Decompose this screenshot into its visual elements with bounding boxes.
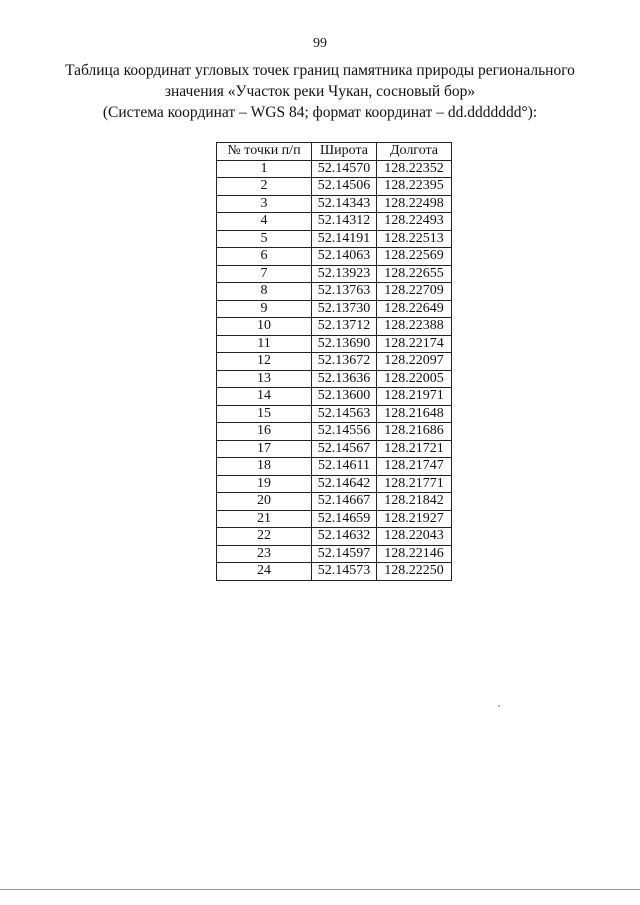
table-row	[217, 318, 452, 336]
title-line-1: Таблица координат угловых точек границ памятника природы регионального	[65, 62, 575, 79]
table-row	[217, 265, 452, 283]
cell-longitude: 128.21686	[377, 423, 452, 441]
cell-longitude: 128.22569	[377, 248, 452, 266]
cell-longitude: 128.21927	[377, 510, 452, 528]
table-row	[217, 335, 452, 353]
cell-longitude: 128.21771	[377, 475, 452, 493]
cell-point-number: 8	[217, 283, 312, 301]
title-line-2: значения «Участок реки Чукан, сосновый бор»	[164, 83, 476, 100]
cell-point-number: 4	[217, 213, 312, 231]
cell-longitude: 128.22174	[377, 335, 452, 353]
cell-point-number: 7	[217, 265, 312, 283]
cell-latitude: 52.14570	[312, 160, 377, 178]
cell-latitude: 52.14563	[312, 405, 377, 423]
cell-latitude: 52.14642	[312, 475, 377, 493]
cell-point-number: 12	[217, 353, 312, 371]
table-row	[217, 178, 452, 196]
cell-longitude: 128.22513	[377, 230, 452, 248]
table-row	[217, 440, 452, 458]
cell-latitude: 52.13712	[312, 318, 377, 336]
table-body	[217, 160, 452, 580]
table-row	[217, 475, 452, 493]
cell-latitude: 52.14343	[312, 195, 377, 213]
cell-point-number: 18	[217, 458, 312, 476]
cell-point-number: 21	[217, 510, 312, 528]
cell-latitude: 52.13636	[312, 370, 377, 388]
cell-point-number: 17	[217, 440, 312, 458]
cell-point-number: 6	[217, 248, 312, 266]
cell-latitude: 52.13672	[312, 353, 377, 371]
table-row	[217, 458, 452, 476]
cell-point-number: 15	[217, 405, 312, 423]
cell-point-number: 13	[217, 370, 312, 388]
header-point-number: № точки п/п	[217, 143, 312, 161]
table-row	[217, 160, 452, 178]
cell-latitude: 52.14063	[312, 248, 377, 266]
cell-point-number: 5	[217, 230, 312, 248]
cell-latitude: 52.14667	[312, 493, 377, 511]
cell-point-number: 11	[217, 335, 312, 353]
cell-longitude: 128.22498	[377, 195, 452, 213]
cell-point-number: 16	[217, 423, 312, 441]
cell-longitude: 128.21721	[377, 440, 452, 458]
cell-point-number: 24	[217, 563, 312, 581]
cell-longitude: 128.21747	[377, 458, 452, 476]
table-row	[217, 563, 452, 581]
bottom-edge-line	[0, 889, 640, 890]
cell-longitude: 128.22146	[377, 545, 452, 563]
cell-latitude: 52.13923	[312, 265, 377, 283]
cell-longitude: 128.21842	[377, 493, 452, 511]
table-row	[217, 388, 452, 406]
table-row	[217, 300, 452, 318]
cell-latitude: 52.13763	[312, 283, 377, 301]
cell-longitude: 128.22043	[377, 528, 452, 546]
coordinates-table	[216, 142, 452, 581]
cell-latitude: 52.14191	[312, 230, 377, 248]
table-header-row	[217, 143, 452, 161]
table-row	[217, 528, 452, 546]
table-row	[217, 510, 452, 528]
cell-latitude: 52.14312	[312, 213, 377, 231]
cell-point-number: 23	[217, 545, 312, 563]
cell-latitude: 52.14556	[312, 423, 377, 441]
header-latitude: Широта	[312, 143, 377, 161]
cell-point-number: 2	[217, 178, 312, 196]
cell-latitude: 52.14573	[312, 563, 377, 581]
scan-speck	[498, 705, 500, 707]
table-row	[217, 195, 452, 213]
table-row	[217, 545, 452, 563]
header-longitude: Долгота	[377, 143, 452, 161]
cell-longitude: 128.22493	[377, 213, 452, 231]
cell-longitude: 128.22395	[377, 178, 452, 196]
table-row	[217, 405, 452, 423]
cell-longitude: 128.21971	[377, 388, 452, 406]
cell-latitude: 52.14506	[312, 178, 377, 196]
table-row	[217, 283, 452, 301]
cell-longitude: 128.22005	[377, 370, 452, 388]
cell-latitude: 52.13600	[312, 388, 377, 406]
cell-longitude: 128.22655	[377, 265, 452, 283]
cell-longitude: 128.22097	[377, 353, 452, 371]
title-line-3: (Система координат – WGS 84; формат координат – dd.ddddddd°):	[102, 104, 538, 121]
cell-longitude: 128.22388	[377, 318, 452, 336]
cell-point-number: 1	[217, 160, 312, 178]
cell-longitude: 128.22250	[377, 563, 452, 581]
cell-point-number: 14	[217, 388, 312, 406]
cell-point-number: 19	[217, 475, 312, 493]
cell-latitude: 52.13690	[312, 335, 377, 353]
cell-longitude: 128.22352	[377, 160, 452, 178]
cell-latitude: 52.14567	[312, 440, 377, 458]
cell-latitude: 52.14632	[312, 528, 377, 546]
page-number: 99	[313, 36, 327, 51]
table-row	[217, 423, 452, 441]
table-row	[217, 493, 452, 511]
table-row	[217, 353, 452, 371]
table-row	[217, 213, 452, 231]
cell-longitude: 128.22649	[377, 300, 452, 318]
cell-point-number: 9	[217, 300, 312, 318]
table-row	[217, 248, 452, 266]
table-row	[217, 230, 452, 248]
cell-longitude: 128.21648	[377, 405, 452, 423]
cell-point-number: 3	[217, 195, 312, 213]
cell-latitude: 52.13730	[312, 300, 377, 318]
cell-latitude: 52.14659	[312, 510, 377, 528]
cell-point-number: 20	[217, 493, 312, 511]
cell-latitude: 52.14597	[312, 545, 377, 563]
cell-point-number: 10	[217, 318, 312, 336]
table-row	[217, 370, 452, 388]
cell-longitude: 128.22709	[377, 283, 452, 301]
document-title	[0, 60, 640, 123]
cell-point-number: 22	[217, 528, 312, 546]
cell-latitude: 52.14611	[312, 458, 377, 476]
